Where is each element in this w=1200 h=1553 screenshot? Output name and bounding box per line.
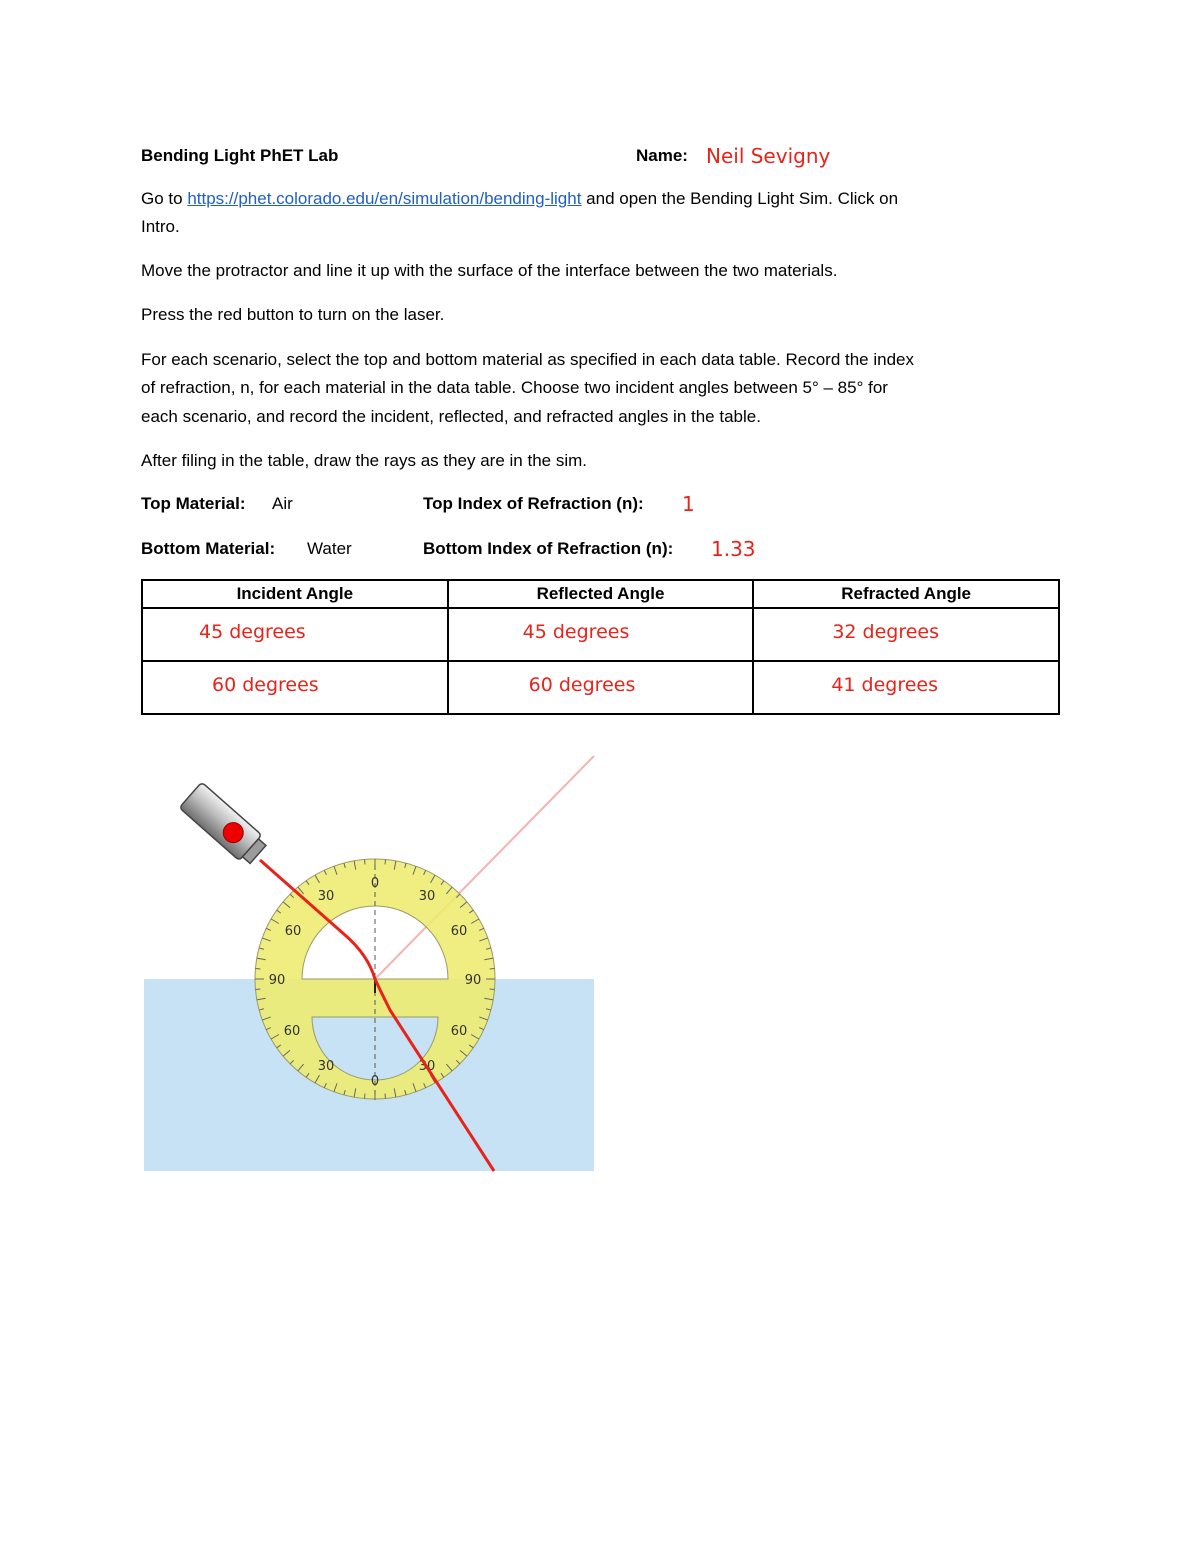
header-refracted: Refracted Angle	[753, 580, 1059, 608]
page-title: Bending Light PhET Lab	[141, 146, 339, 165]
incident-value: 45 degrees	[199, 621, 306, 643]
laser-instruction: Press the red button to turn on the laser.	[141, 305, 445, 324]
goto-line-2: Intro.	[141, 217, 180, 236]
bending-light-sim	[140, 750, 600, 1180]
reflected-value: 45 degrees	[522, 621, 630, 643]
reflected-value: 60 degrees	[528, 674, 636, 696]
goto-line	[141, 185, 898, 213]
protractor-label: 60	[450, 1024, 468, 1039]
sim-link[interactable]: https://phet.colorado.edu/en/simulation/bending-light	[187, 189, 582, 208]
protractor-label: 30	[317, 1059, 335, 1074]
table-header-row	[142, 580, 1059, 608]
top-index-label: Top Index of Refraction (n):	[423, 494, 644, 513]
scenario-line-3: each scenario, and record the incident, reflected, and refracted angles in the table.	[141, 407, 761, 426]
table-cell	[142, 608, 448, 661]
table-cell	[448, 608, 754, 661]
draw-instruction: After filing in the table, draw the rays as they are in the sim.	[141, 451, 587, 470]
protractor-label: 0	[370, 876, 380, 891]
bottom-index-value: 1.33	[711, 537, 756, 561]
protractor-label: 30	[418, 1059, 436, 1074]
table-cell	[142, 661, 448, 714]
protractor-label: 60	[450, 924, 468, 939]
name-label: Name:	[636, 146, 688, 165]
goto-suffix: and open the Bending Light Sim. Click on	[586, 189, 899, 208]
scenario-line-2: of refraction, n, for each material in the data table. Choose two incident angles between 5° – 85° for	[141, 378, 888, 397]
top-index-value: 1	[682, 492, 695, 516]
header-reflected: Reflected Angle	[448, 580, 754, 608]
protractor-label: 90	[464, 973, 482, 988]
top-material-label: Top Material:	[141, 494, 246, 513]
protractor-label: 30	[317, 889, 335, 904]
goto-prefix: Go to	[141, 189, 183, 208]
refracted-value: 41 degrees	[831, 674, 939, 696]
table-cell	[753, 608, 1059, 661]
incident-value: 60 degrees	[212, 674, 319, 696]
table-row	[142, 608, 1059, 661]
scenario-line-1: For each scenario, select the top and bottom material as specified in each data table. Record the index	[141, 350, 915, 369]
header-incident: Incident Angle	[142, 580, 448, 608]
name-value: Neil Sevigny	[706, 144, 831, 168]
protractor-label: 30	[418, 889, 436, 904]
protractor-label: 60	[284, 924, 302, 939]
top-material-value: Air	[272, 494, 293, 513]
table-cell	[753, 661, 1059, 714]
bottom-index-label: Bottom Index of Refraction (n):	[423, 539, 674, 558]
protractor-instruction: Move the protractor and line it up with the surface of the interface between the two materials.	[141, 261, 838, 280]
table-cell	[448, 661, 754, 714]
table-row	[142, 661, 1059, 714]
laser-pointer[interactable]	[179, 782, 269, 867]
refracted-value: 32 degrees	[832, 621, 940, 643]
angle-table	[141, 579, 1060, 715]
bottom-material-label: Bottom Material:	[141, 539, 276, 558]
protractor-label: 0	[370, 1074, 380, 1089]
protractor-label: 60	[283, 1024, 301, 1039]
protractor-label: 90	[268, 973, 286, 988]
bottom-material-value: Water	[307, 539, 352, 558]
